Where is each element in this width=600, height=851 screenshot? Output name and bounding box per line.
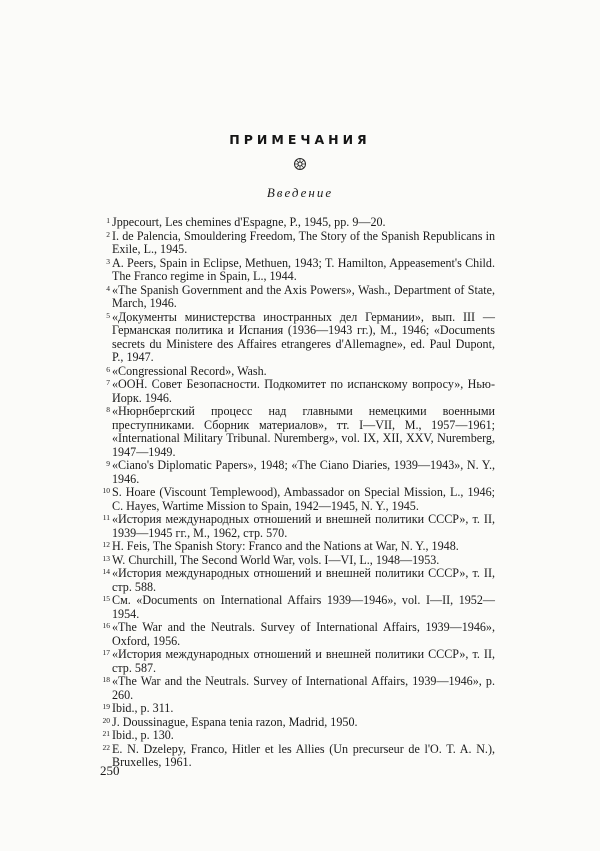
footnote-text: S. Hoare (Viscount Templewood), Ambassador on Special Mission, L., 1946; C. Hayes, Wartime Mission to Spain, 1942—1945, N. Y., 1945. [112,485,495,513]
rosette-ornament-icon [0,157,600,176]
footnote-item [106,377,495,405]
footnote-number: 18 [102,675,110,684]
footnote-item [106,404,495,459]
footnote-number: 12 [102,540,110,549]
footnote-item [106,282,495,311]
footnote-number: 22 [102,742,110,752]
footnote-number: 15 [102,594,110,603]
section-title: Введение [266,185,334,200]
footnote-text: «The War and the Neutrals. Survey of International Affairs, 1939—1946», Oxford, 1956. [112,620,495,648]
footnote-text: W. Churchill, The Second World War, vols. I—VI, L., 1948—1953. [112,552,440,567]
footnote-item [106,228,495,257]
footnote-number: 11 [102,513,110,522]
footnote-item [102,512,495,540]
footnote-text: A. Peers, Spain in Eclipse, Methuen, 1943; T. Hamilton, Appeasement's Child. The Franco regime in Spain, L., 1944. [112,255,495,283]
footnote-item [106,363,495,379]
footnote-item [102,701,495,716]
notes-list [102,215,495,770]
footnote-item [106,458,495,486]
footnote-text: «История международных отношений и внешней политики СССР», т. II, стр. 588. [112,566,495,594]
page-heading: ПРИМЕЧАНИЯ [229,132,371,147]
footnote-text: E. N. Dzelepy, Franco, Hitler et les Allies (Un precurseur de l'O. T. A. N.), Bruxelles, 1961. [112,741,495,769]
footnote-number: 3 [106,256,110,266]
footnote-text: I. de Palencia, Smouldering Freedom, The Story of the Spanish Republicans in Exile, L., 1945. [112,228,495,256]
footnote-text: «The Spanish Government and the Axis Powers», Wash., Department of State, March, 1946. [112,282,495,310]
footnote-number: 20 [102,715,110,725]
footnote-number: 1 [106,216,110,225]
footnote-text: «The War and the Neutrals. Survey of International Affairs, 1939—1946», p. 260. [112,674,495,702]
footnote-item [106,255,495,284]
rosette-icon [293,157,307,171]
footnote-number: 13 [102,553,110,563]
footnote-number: 8 [106,405,110,414]
footnote-item [106,309,495,365]
footnote-number: 14 [102,567,110,576]
footnote-text: «Нюрнбергский процесс над главными немецкими военными преступниками. Сборник материалов», тт. I—VII, М., 1957—1961; «International Military Tribunal. Nuremberg», vol. IX, XII, XXV, Nuremberg, 1947—1949. [112,404,495,459]
footnote-number: 9 [106,459,110,468]
footnote-item [102,539,495,554]
footnote-number: 5 [106,310,110,320]
footnote-text: «История международных отношений и внешней политики СССР», т. II, 1939—1945 гг., М., 1962, стр. 570. [112,512,495,540]
footnote-text: «Документы министерства иностранных дел Германии», вып. III — Германская политика и Испания (1936—1943 гг.), М., 1946; «Documents secrets du Ministere des Affaires etrangeres d'Allemagne», ed. Paul Dupont, P., 1947. [112,309,495,364]
footnote-item [102,620,495,648]
footnote-item [102,728,495,743]
footnote-item [106,215,495,230]
footnote-number: 4 [106,283,110,293]
footnote-item [102,714,495,730]
footnote-text: Jppecourt, Les chemines d'Espagne, P., 1945, pp. 9—20. [112,215,386,229]
footnote-text: «ООН. Совет Безопасности. Подкомитет по испанскому вопросу», Нью-Иорк. 1946. [112,377,495,405]
footnote-number: 19 [102,702,110,711]
footnote-item [102,552,495,568]
footnote-text: «Congressional Record», Wash. [112,363,267,378]
footnote-item [102,647,495,675]
footnote-text: См. «Documents on International Affairs 1939—1946», vol. I—II, 1952—1954. [112,593,495,621]
footnote-text: «История международных отношений и внешней политики СССР», т. II, стр. 587. [112,647,495,675]
page-number: 250 [100,763,120,778]
footnote-item [102,674,495,702]
footnote-number: 21 [102,729,110,738]
footnote-text: Ibid., p. 311. [112,701,174,715]
footnote-number: 2 [106,229,110,239]
footnote-text: «Ciano's Diplomatic Papers», 1948; «The Ciano Diaries, 1939—1943», N. Y., 1946. [112,458,495,486]
footnote-number: 17 [102,648,110,657]
footnote-number: 10 [102,486,110,495]
footnote-text: J. Doussinague, Espana tenia razon, Madrid, 1950. [112,714,358,729]
footnote-item [102,741,495,770]
footnote-number: 6 [106,364,110,374]
footnote-item [102,566,495,594]
footnote-item [102,593,495,621]
footnote-number: 16 [102,621,110,630]
footnote-text: H. Feis, The Spanish Story: Franco and the Nations at War, N. Y., 1948. [112,539,459,553]
footnote-item [102,485,495,513]
footnote-text: Ibid., p. 130. [112,728,174,742]
footnote-number: 7 [106,378,110,387]
